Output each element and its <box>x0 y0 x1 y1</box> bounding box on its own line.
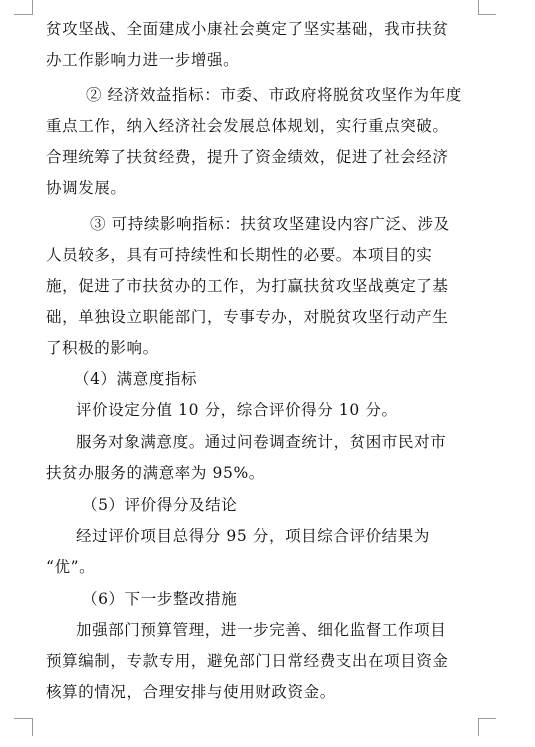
crop-mark-bottom-left <box>14 718 32 719</box>
body-text-line: ② 经济效益指标：市委、市政府将脱贫攻坚作为年度 <box>86 86 462 104</box>
body-text-line: 重点工作，纳入经济社会发展总体规划，实行重点突破。 <box>46 117 449 135</box>
body-text-line: 了积极的影响。 <box>46 339 159 357</box>
crop-mark-bottom-left <box>32 718 33 736</box>
crop-mark-top-right <box>478 14 496 15</box>
crop-mark-top-left <box>14 14 32 15</box>
body-text-line: 合理统筹了扶贫经费，提升了资金绩效，促进了社会经济 <box>46 148 449 166</box>
section-heading: （5）评价得分及结论 <box>82 496 238 514</box>
body-text-line: “优”。 <box>46 558 96 576</box>
section-heading: （4）满意度指标 <box>74 370 198 388</box>
body-text-line: 础，单独设立职能部门，专事专办，对脱贫攻坚行动产生 <box>46 308 449 326</box>
crop-mark-top-right <box>478 0 479 15</box>
crop-mark-bottom-right <box>478 718 479 736</box>
crop-mark-bottom-right <box>478 718 496 719</box>
body-text-line: 加强部门预算管理，进一步完善、细化监督工作项目 <box>76 621 447 639</box>
body-text-line: 经过评价项目总得分 95 分，项目综合评价结果为 <box>76 527 430 545</box>
crop-mark-top-left <box>32 0 33 15</box>
body-text-line: ③ 可持续影响指标：扶贫攻坚建设内容广泛、涉及 <box>90 215 450 233</box>
body-text-line: 服务对象满意度。通过问卷调查统计，贫困市民对市 <box>76 433 447 451</box>
body-text-line: 协调发展。 <box>46 179 127 197</box>
section-heading: （6）下一步整改措施 <box>82 590 238 608</box>
body-text-line: 人员较多，具有可持续性和长期性的必要。本项目的实 <box>46 246 433 264</box>
body-text-line: 贫攻坚战、全面建成小康社会奠定了坚实基础，我市扶贫 <box>46 20 449 38</box>
body-text-line: 施，促进了市扶贫办的工作，为打赢扶贫攻坚战奠定了基 <box>46 277 449 295</box>
body-text-line: 核算的情况，合理安排与使用财政资金。 <box>46 683 336 701</box>
body-text-line: 评价设定分值 10 分，综合评价得分 10 分。 <box>76 401 398 419</box>
body-text-line: 扶贫办服务的满意率为 95%。 <box>46 464 265 482</box>
body-text-line: 预算编制，专款专用，避免部门日常经费支出在项目资金 <box>46 652 449 670</box>
body-text-line: 办工作影响力进一步增强。 <box>46 51 240 69</box>
